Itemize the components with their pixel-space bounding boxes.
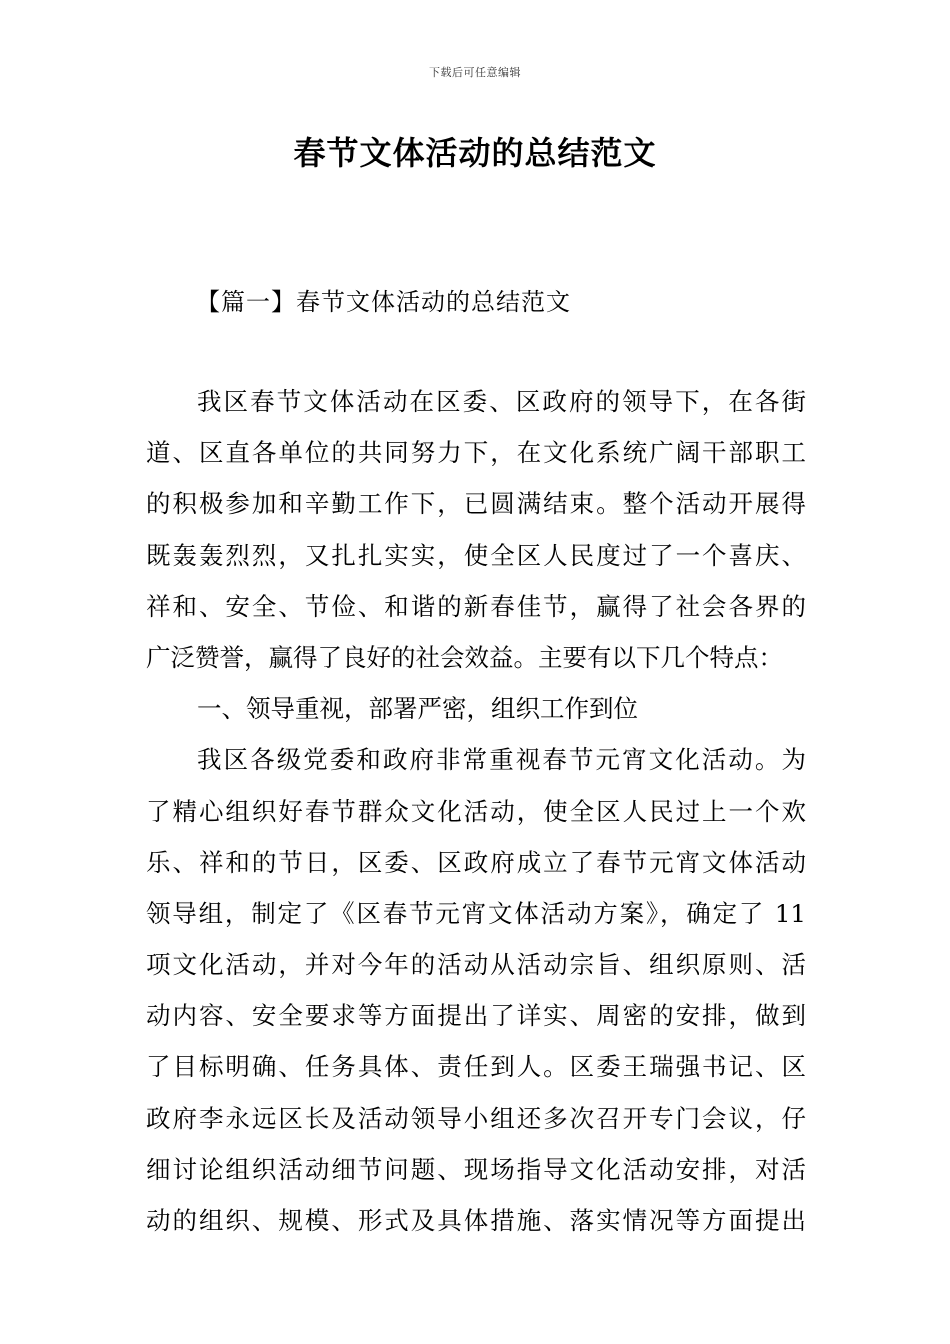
paragraph-line: 动的组织、规模、形式及具体措施、落实情况等方面提出 — [146, 1206, 806, 1235]
paragraph-line: 的积极参加和辛勤工作下，已圆满结束。整个活动开展得 — [146, 489, 806, 519]
header-note: 下载后可任意编辑 — [429, 66, 521, 79]
paragraph-line: 既轰轰烈烈，又扎扎实实，使全区人民度过了一个喜庆、 — [146, 540, 806, 570]
document-title: 春节文体活动的总结范文 — [293, 134, 657, 172]
paragraph-line: 乐、祥和的节日，区委、区政府成立了春节元宵文体活动 — [146, 847, 806, 877]
paragraph-line: 项文化活动，并对今年的活动从活动宗旨、组织原则、活 — [146, 950, 806, 980]
paragraph-line: 道、区直各单位的共同努力下，在文化系统广阔干部职工 — [146, 438, 806, 468]
paragraph-line: 我区春节文体活动在区委、区政府的领导下，在各街 — [197, 387, 806, 416]
paragraph-line: 祥和、安全、节俭、和谐的新春佳节，赢得了社会各界的 — [146, 591, 806, 621]
paragraph-line: 了目标明确、任务具体、责任到人。区委王瑞强书记、区 — [146, 1052, 806, 1082]
body-text — [146, 376, 806, 1246]
paragraph-line: 动内容、安全要求等方面提出了详实、周密的安排，做到 — [146, 1001, 806, 1031]
paragraph-line: 广泛赞誉，赢得了良好的社会效益。主要有以下几个特点： — [146, 642, 783, 672]
section-heading: 【篇一】春节文体活动的总结范文 — [196, 288, 571, 316]
paragraph-line: 政府李永远区长及活动领导小组还多次召开专门会议，仔 — [146, 1103, 806, 1133]
paragraph-line: 领导组，制定了《区春节元宵文体活动方案》，确定了 11 — [146, 898, 806, 928]
paragraph-line: 细讨论组织活动细节问题、现场指导文化活动安排，对活 — [146, 1154, 806, 1184]
subsection-heading: 一、领导重视，部署严密，组织工作到位 — [197, 694, 638, 724]
paragraph-line: 了精心组织好春节群众文化活动，使全区人民过上一个欢 — [146, 796, 806, 826]
paragraph-line: 我区各级党委和政府非常重视春节元宵文化活动。为 — [197, 745, 806, 775]
